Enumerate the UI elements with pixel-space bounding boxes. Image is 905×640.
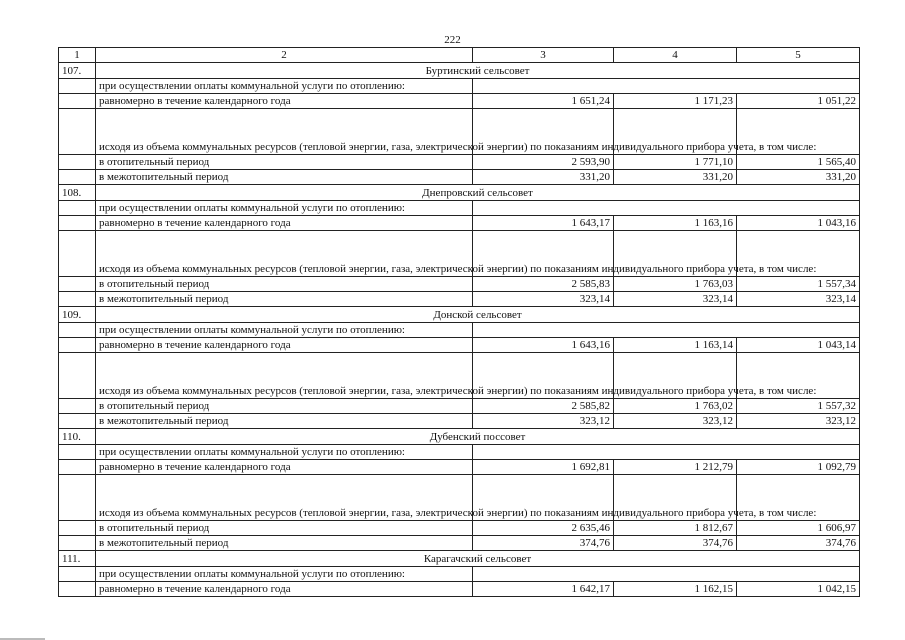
payment-label: при осуществлении оплаты коммунальной услуги по отоплению: <box>96 567 473 582</box>
interheating-value-col3: 323,12 <box>473 414 614 429</box>
empty-cell <box>59 521 96 536</box>
empty-cell <box>473 79 860 94</box>
uniform-value-col3: 1 643,16 <box>473 338 614 353</box>
empty-cell <box>59 170 96 185</box>
table-row <box>59 109 860 155</box>
empty-cell <box>59 414 96 429</box>
empty-cell <box>59 582 96 597</box>
heating-label: в отопительный период <box>96 277 473 292</box>
empty-cell <box>59 155 96 170</box>
column-header-2: 2 <box>96 48 473 63</box>
section-title-row <box>59 185 860 201</box>
empty-cell <box>473 201 860 216</box>
heating-label: в отопительный период <box>96 399 473 414</box>
uniform-value-col3: 1 642,17 <box>473 582 614 597</box>
table-row <box>59 155 860 170</box>
empty-cell <box>59 567 96 582</box>
uniform-label: равномерно в течение календарного года <box>96 216 473 231</box>
section-title-row <box>59 429 860 445</box>
interheating-value-col5: 323,14 <box>737 292 860 307</box>
heating-value-col5: 1 606,97 <box>737 521 860 536</box>
interheating-label: в межотопительный период <box>96 414 473 429</box>
section-title-row <box>59 307 860 323</box>
table-row <box>59 201 860 216</box>
heating-value-col4: 1 771,10 <box>614 155 737 170</box>
meter-label: исходя из объема коммунальных ресурсов (тепловой энергии, газа, электрической энергии) по показаниям индивидуального прибора учета, в том числе: <box>96 353 473 399</box>
section-number: 111. <box>59 551 96 567</box>
table-row <box>59 414 860 429</box>
empty-cell <box>59 353 96 399</box>
uniform-value-col3: 1 643,17 <box>473 216 614 231</box>
uniform-value-col3: 1 651,24 <box>473 94 614 109</box>
column-header-5: 5 <box>737 48 860 63</box>
table-row <box>59 277 860 292</box>
uniform-label: равномерно в течение календарного года <box>96 94 473 109</box>
heating-value-col4: 1 812,67 <box>614 521 737 536</box>
empty-cell <box>59 109 96 155</box>
tariff-table <box>58 47 860 597</box>
empty-cell <box>59 323 96 338</box>
section-title: Днепровский сельсовет <box>96 185 860 201</box>
empty-cell <box>59 277 96 292</box>
uniform-value-col4: 1 162,15 <box>614 582 737 597</box>
column-header-row <box>59 48 860 63</box>
section-number: 108. <box>59 185 96 201</box>
payment-label: при осуществлении оплаты коммунальной услуги по отоплению: <box>96 201 473 216</box>
heating-label: в отопительный период <box>96 521 473 536</box>
heating-label: в отопительный период <box>96 155 473 170</box>
uniform-value-col4: 1 163,14 <box>614 338 737 353</box>
empty-cell <box>59 94 96 109</box>
section-number: 107. <box>59 63 96 79</box>
heating-value-col5: 1 565,40 <box>737 155 860 170</box>
meter-label: исходя из объема коммунальных ресурсов (тепловой энергии, газа, электрической энергии) по показаниям индивидуального прибора учета, в том числе: <box>96 475 473 521</box>
section-title-row <box>59 551 860 567</box>
empty-cell <box>473 567 860 582</box>
table-row <box>59 292 860 307</box>
empty-cell <box>59 460 96 475</box>
interheating-label: в межотопительный период <box>96 170 473 185</box>
interheating-value-col3: 331,20 <box>473 170 614 185</box>
empty-cell <box>59 399 96 414</box>
uniform-value-col5: 1 051,22 <box>737 94 860 109</box>
empty-cell <box>59 536 96 551</box>
table-row <box>59 521 860 536</box>
uniform-label: равномерно в течение календарного года <box>96 338 473 353</box>
empty-cell <box>59 292 96 307</box>
section-title: Буртинский сельсовет <box>96 63 860 79</box>
empty-cell <box>59 201 96 216</box>
interheating-label: в межотопительный период <box>96 292 473 307</box>
empty-cell <box>473 323 860 338</box>
table-row <box>59 353 860 399</box>
heating-value-col3: 2 585,83 <box>473 277 614 292</box>
heating-value-col4: 1 763,03 <box>614 277 737 292</box>
uniform-value-col4: 1 212,79 <box>614 460 737 475</box>
uniform-value-col5: 1 043,16 <box>737 216 860 231</box>
section-title: Донской сельсовет <box>96 307 860 323</box>
uniform-value-col3: 1 692,81 <box>473 460 614 475</box>
heating-value-col3: 2 585,82 <box>473 399 614 414</box>
payment-label: при осуществлении оплаты коммунальной услуги по отоплению: <box>96 445 473 460</box>
empty-cell <box>59 231 96 277</box>
uniform-value-col4: 1 171,23 <box>614 94 737 109</box>
empty-cell <box>59 79 96 94</box>
uniform-label: равномерно в течение календарного года <box>96 582 473 597</box>
page-number: 222 <box>444 34 461 46</box>
interheating-value-col3: 374,76 <box>473 536 614 551</box>
interheating-value-col5: 374,76 <box>737 536 860 551</box>
table-row <box>59 582 860 597</box>
uniform-value-col5: 1 042,15 <box>737 582 860 597</box>
section-title: Карагачский сельсовет <box>96 551 860 567</box>
column-header-4: 4 <box>614 48 737 63</box>
heating-value-col3: 2 635,46 <box>473 521 614 536</box>
payment-label: при осуществлении оплаты коммунальной услуги по отоплению: <box>96 79 473 94</box>
interheating-value-col5: 331,20 <box>737 170 860 185</box>
table-row <box>59 170 860 185</box>
interheating-value-col4: 323,12 <box>614 414 737 429</box>
interheating-value-col3: 323,14 <box>473 292 614 307</box>
heating-value-col5: 1 557,34 <box>737 277 860 292</box>
table-row <box>59 399 860 414</box>
interheating-value-col5: 323,12 <box>737 414 860 429</box>
uniform-value-col5: 1 092,79 <box>737 460 860 475</box>
empty-cell <box>59 338 96 353</box>
empty-cell <box>59 475 96 521</box>
table-row <box>59 79 860 94</box>
interheating-value-col4: 374,76 <box>614 536 737 551</box>
table-row <box>59 338 860 353</box>
interheating-label: в межотопительный период <box>96 536 473 551</box>
table-row <box>59 323 860 338</box>
meter-label: исходя из объема коммунальных ресурсов (тепловой энергии, газа, электрической энергии) по показаниям индивидуального прибора учета, в том числе: <box>96 109 473 155</box>
uniform-value-col4: 1 163,16 <box>614 216 737 231</box>
heating-value-col3: 2 593,90 <box>473 155 614 170</box>
empty-cell <box>473 445 860 460</box>
column-header-3: 3 <box>473 48 614 63</box>
section-title-row <box>59 63 860 79</box>
uniform-label: равномерно в течение календарного года <box>96 460 473 475</box>
table-row <box>59 94 860 109</box>
table-row <box>59 536 860 551</box>
empty-cell <box>59 216 96 231</box>
table-row <box>59 567 860 582</box>
heating-value-col4: 1 763,02 <box>614 399 737 414</box>
empty-cell <box>59 445 96 460</box>
interheating-value-col4: 323,14 <box>614 292 737 307</box>
payment-label: при осуществлении оплаты коммунальной услуги по отоплению: <box>96 323 473 338</box>
table-row <box>59 445 860 460</box>
section-number: 110. <box>59 429 96 445</box>
interheating-value-col4: 331,20 <box>614 170 737 185</box>
column-header-1: 1 <box>59 48 96 63</box>
table-row <box>59 216 860 231</box>
meter-label: исходя из объема коммунальных ресурсов (тепловой энергии, газа, электрической энергии) по показаниям индивидуального прибора учета, в том числе: <box>96 231 473 277</box>
table-row <box>59 475 860 521</box>
table-row <box>59 231 860 277</box>
section-title: Дубенский поссовет <box>96 429 860 445</box>
section-number: 109. <box>59 307 96 323</box>
uniform-value-col5: 1 043,14 <box>737 338 860 353</box>
heating-value-col5: 1 557,32 <box>737 399 860 414</box>
table-row <box>59 460 860 475</box>
